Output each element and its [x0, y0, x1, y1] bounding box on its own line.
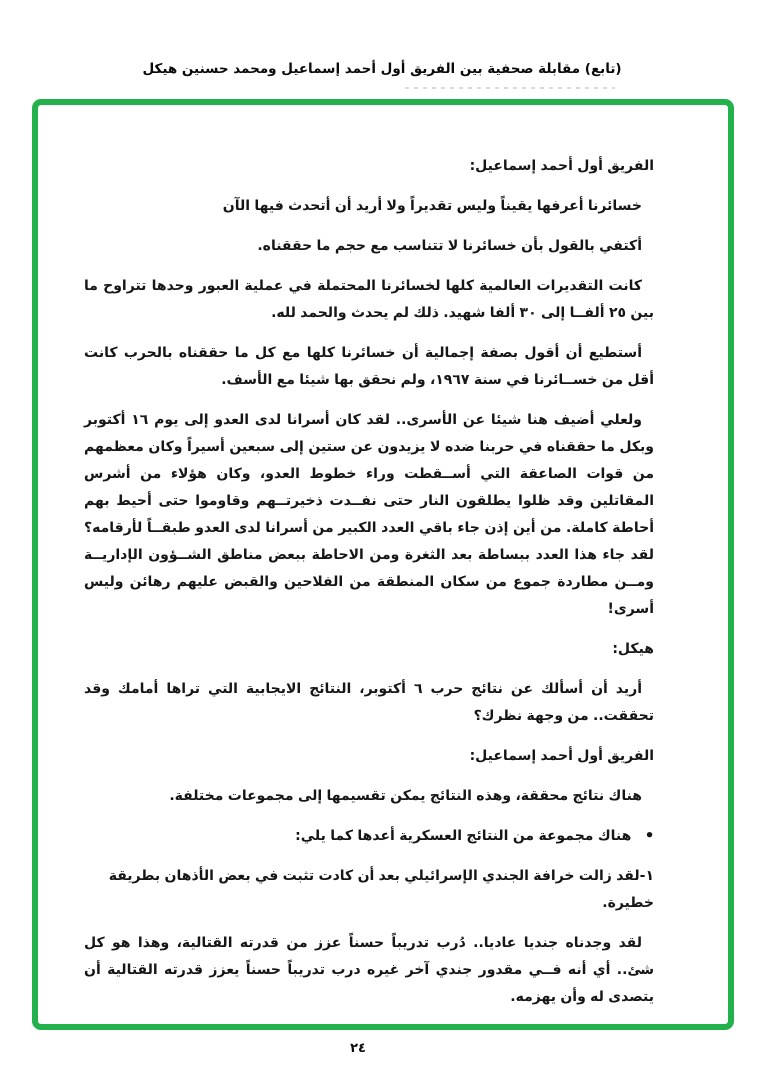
paragraph-world-estimates: كانت التقديرات العالمية كلها لخسائرنا المحتملة في عملية العبور وحدها تتراوح ما بين ٢٥ ألفــا إلى ٣٠ ألفا شهيد. ذلك لم يحدث والحمد لله.: [84, 278, 654, 321]
interview-transcript: [38, 105, 728, 1011]
scan-noise-artifact: [405, 87, 615, 89]
paragraph-compare-1967: أستطيع أن أقول بصفة إجمالية أن خسائرنا كلها مع كل ما حققناه بالحرب كانت أقل من خســائرنا في سنة ١٩٦٧، ولم نحقق بها شيئا مع الأسف.: [84, 345, 654, 388]
paragraph-losses-certainty: خسائرنا أعرفها يقيناً وليس تقديراً ولا أريد أن أتحدث فيها الآن: [222, 198, 642, 214]
page-number: ٢٤: [350, 1041, 366, 1056]
speaker-heading-heikal: هيكل:: [612, 641, 654, 657]
content-border-frame: [32, 99, 734, 1030]
paragraph-results-groups: هناك نتائج محققة، وهذه النتائج يمكن تقسيمها إلى مجموعات مختلفة.: [169, 788, 642, 804]
paragraph-heikal-question: أريد أن أسألك عن نتائج حرب ٦ أكتوبر، النتائج الايجابية التي تراها أمامك وقد تحققت.. من وجهة نظرك؟: [84, 681, 654, 724]
speaker-heading-ismail-2: الفريق أول أحمد إسماعيل:: [469, 748, 654, 764]
page-header-title: (تابع) مقابلة صحفية بين الفريق أول أحمد إسماعيل ومحمد حسنين هيكل: [142, 61, 622, 77]
speaker-heading-ismail: الفريق أول أحمد إسماعيل:: [469, 158, 654, 174]
numbered-item-soldier-myth: ١-لقد زالت خرافة الجندي الإسرائيلي بعد أن كادت تثبت في بعض الأذهان بطريقة خطيرة.: [108, 868, 654, 911]
bullet-item-text: هناك مجموعة من النتائج العسكرية أعدها كما يلي:: [295, 828, 632, 844]
paragraph-ordinary-soldier: لقد وجدناه جنديا عاديا.. دُرب تدريباً حسناً عزز من قدرته القتالية، وهذا هو كل شئ.. أي أنه فــي مقدور جندي آخر غيره درب تدريباً حسناً يعزز قدرته القتالية أن يتصدى له وأن يهزمه.: [84, 935, 654, 1005]
paragraph-losses-proportion: أكتفي بالقول بأن خسائرنا لا تتناسب مع حجم ما حققناه.: [257, 238, 642, 254]
bullet-icon: •: [644, 827, 655, 845]
bullet-list-item-military-results: [84, 823, 654, 850]
paragraph-prisoners: ولعلي أضيف هنا شيئا عن الأسرى.. لقد كان أسرانا لدى العدو إلى يوم ١٦ أكتوبر وبكل ما حققناه في حربنا ضده لا يزيدون عن ستين إلى سبعين أسيراً وكان معظمهم من قوات الصاعقة التي أســقطت وراء خطوط العدو، وكان هؤلاء من أشرس المقاتلين وقد ظلوا يطلقون النار حتى نفــدت ذخيرتــهم وقاوموا حتى أحيط بهم أحاطة كاملة. من أين إذن جاء باقي العدد الكبير من أسرانا لدى العدو طبقــاً لأرقامه؟ لقد جاء هذا العدد ببساطة بعد الثغرة ومن الاحاطة ببعض مناطق الشــؤون الإداريــة ومــن مطاردة جموع من سكان المنطقة من الفلاحين والقبض عليهم رهائن وليس أسرى!: [84, 412, 654, 617]
